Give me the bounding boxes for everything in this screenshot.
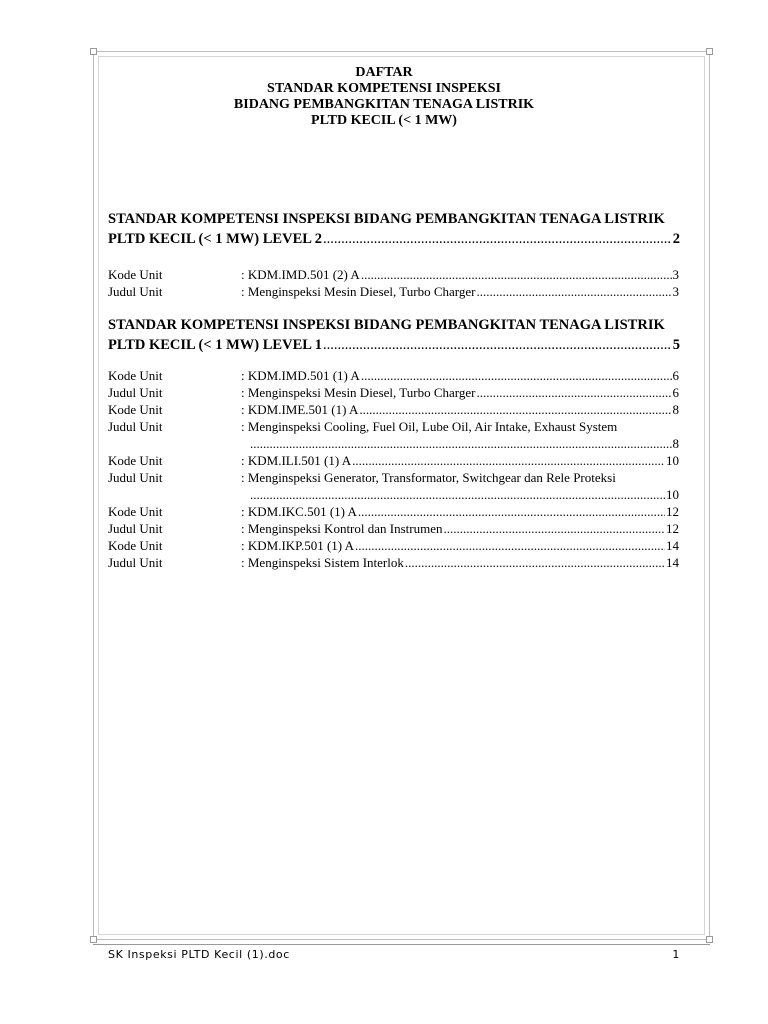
dot-leader — [361, 266, 672, 283]
footer-page-number: 1 — [672, 948, 680, 961]
dot-leader — [323, 229, 672, 249]
entry-label: Kode Unit — [108, 538, 163, 553]
section-page-number: 2 — [672, 231, 680, 247]
entry-value: : Menginspeksi Mesin Diesel, Turbo Charger — [241, 284, 476, 299]
entry-label: Judul Unit — [108, 555, 163, 570]
dot-leader — [361, 367, 672, 384]
dot-leader — [352, 452, 665, 469]
entry-label: Kode Unit — [108, 453, 163, 468]
entry-page-number: 8 — [672, 402, 679, 417]
entry-label: Kode Unit — [108, 504, 163, 519]
toc-entry[interactable] — [108, 401, 679, 418]
entry-value: : Menginspeksi Mesin Diesel, Turbo Charger — [241, 385, 476, 400]
dot-leader — [358, 503, 665, 520]
dot-leader — [355, 537, 665, 554]
footer-divider — [93, 944, 710, 945]
toc-section-heading-level-2[interactable] — [108, 209, 680, 249]
entry-value: : KDM.IKC.501 (1) A — [241, 504, 357, 519]
entry-value: : Menginspeksi Cooling, Fuel Oil, Lube Oil, Air Intake, Exhaust System — [241, 419, 618, 434]
dot-leader — [405, 554, 665, 571]
toc-entry[interactable] — [108, 266, 679, 283]
toc-entry[interactable] — [108, 418, 679, 435]
entry-label: Judul Unit — [108, 419, 163, 434]
dot-leader — [359, 401, 671, 418]
entry-value: : KDM.IMD.501 (2) A — [241, 267, 360, 282]
toc-section-heading-level-1[interactable] — [108, 315, 680, 355]
entry-value: : KDM.IMD.501 (1) A — [241, 368, 360, 383]
toc-entry-continuation[interactable] — [108, 435, 679, 452]
entry-page-number: 12 — [666, 504, 679, 519]
toc-entry[interactable] — [108, 469, 679, 486]
entry-page-number: 14 — [666, 555, 679, 570]
entry-page-number: 6 — [672, 368, 679, 383]
title-line: DAFTAR — [355, 65, 413, 80]
section-heading-line: PLTD KECIL (< 1 MW) LEVEL 2 — [108, 231, 322, 247]
dot-leader — [443, 520, 665, 537]
toc-entry[interactable] — [108, 452, 679, 469]
entry-value: : KDM.ILI.501 (1) A — [241, 453, 352, 468]
dot-leader — [323, 335, 672, 355]
entry-page-number: 3 — [672, 284, 679, 299]
entry-value: : Menginspeksi Sistem Interlok — [241, 555, 404, 570]
dot-leader — [250, 435, 672, 452]
entry-label: Kode Unit — [108, 267, 163, 282]
entry-label: Judul Unit — [108, 284, 163, 299]
entry-value: : KDM.IME.501 (1) A — [241, 402, 359, 417]
section-page-number: 5 — [672, 337, 680, 353]
corner-ornament — [706, 936, 713, 943]
entry-page-number: 10 — [666, 453, 679, 468]
toc-entry[interactable] — [108, 283, 679, 300]
entry-label: Kode Unit — [108, 402, 163, 417]
corner-ornament — [90, 48, 97, 55]
entry-page-number: 10 — [666, 487, 679, 502]
entry-label: Judul Unit — [108, 385, 163, 400]
section-heading-line: STANDAR KOMPETENSI INSPEKSI BIDANG PEMBANGKITAN TENAGA LISTRIK — [108, 211, 665, 227]
entry-page-number: 12 — [666, 521, 679, 536]
toc-entry[interactable] — [108, 503, 679, 520]
entry-label: Judul Unit — [108, 470, 163, 485]
toc-entry[interactable] — [108, 367, 679, 384]
section-heading-line: PLTD KECIL (< 1 MW) LEVEL 1 — [108, 337, 322, 353]
dot-leader — [476, 283, 671, 300]
toc-entry-continuation[interactable] — [108, 486, 679, 503]
page-footer — [108, 948, 680, 961]
entry-value: : Menginspeksi Generator, Transformator, Switchgear dan Rele Proteksi — [241, 470, 616, 485]
entry-label: Judul Unit — [108, 521, 163, 536]
entry-label: Kode Unit — [108, 368, 163, 383]
entry-page-number: 3 — [672, 267, 679, 282]
title-line: PLTD KECIL (< 1 MW) — [311, 113, 457, 128]
document-title — [0, 65, 768, 129]
toc-entry[interactable] — [108, 554, 679, 571]
dot-leader — [476, 384, 671, 401]
toc-entry[interactable] — [108, 520, 679, 537]
entry-value: : KDM.IKP.501 (1) A — [241, 538, 355, 553]
toc-entry[interactable] — [108, 537, 679, 554]
dot-leader — [250, 486, 665, 503]
title-line: STANDAR KOMPETENSI INSPEKSI — [267, 81, 501, 96]
toc-entries-level-1 — [108, 367, 679, 571]
entry-page-number: 8 — [672, 436, 679, 451]
entry-page-number: 6 — [672, 385, 679, 400]
footer-filename: SK Inspeksi PLTD Kecil (1).doc — [108, 948, 290, 961]
entry-value: : Menginspeksi Kontrol dan Instrumen — [241, 521, 443, 536]
entry-page-number: 14 — [666, 538, 679, 553]
toc-entries-level-2 — [108, 266, 679, 300]
corner-ornament — [90, 936, 97, 943]
section-heading-line: STANDAR KOMPETENSI INSPEKSI BIDANG PEMBANGKITAN TENAGA LISTRIK — [108, 317, 665, 333]
toc-entry[interactable] — [108, 384, 679, 401]
title-line: BIDANG PEMBANGKITAN TENAGA LISTRIK — [233, 97, 535, 112]
corner-ornament — [706, 48, 713, 55]
